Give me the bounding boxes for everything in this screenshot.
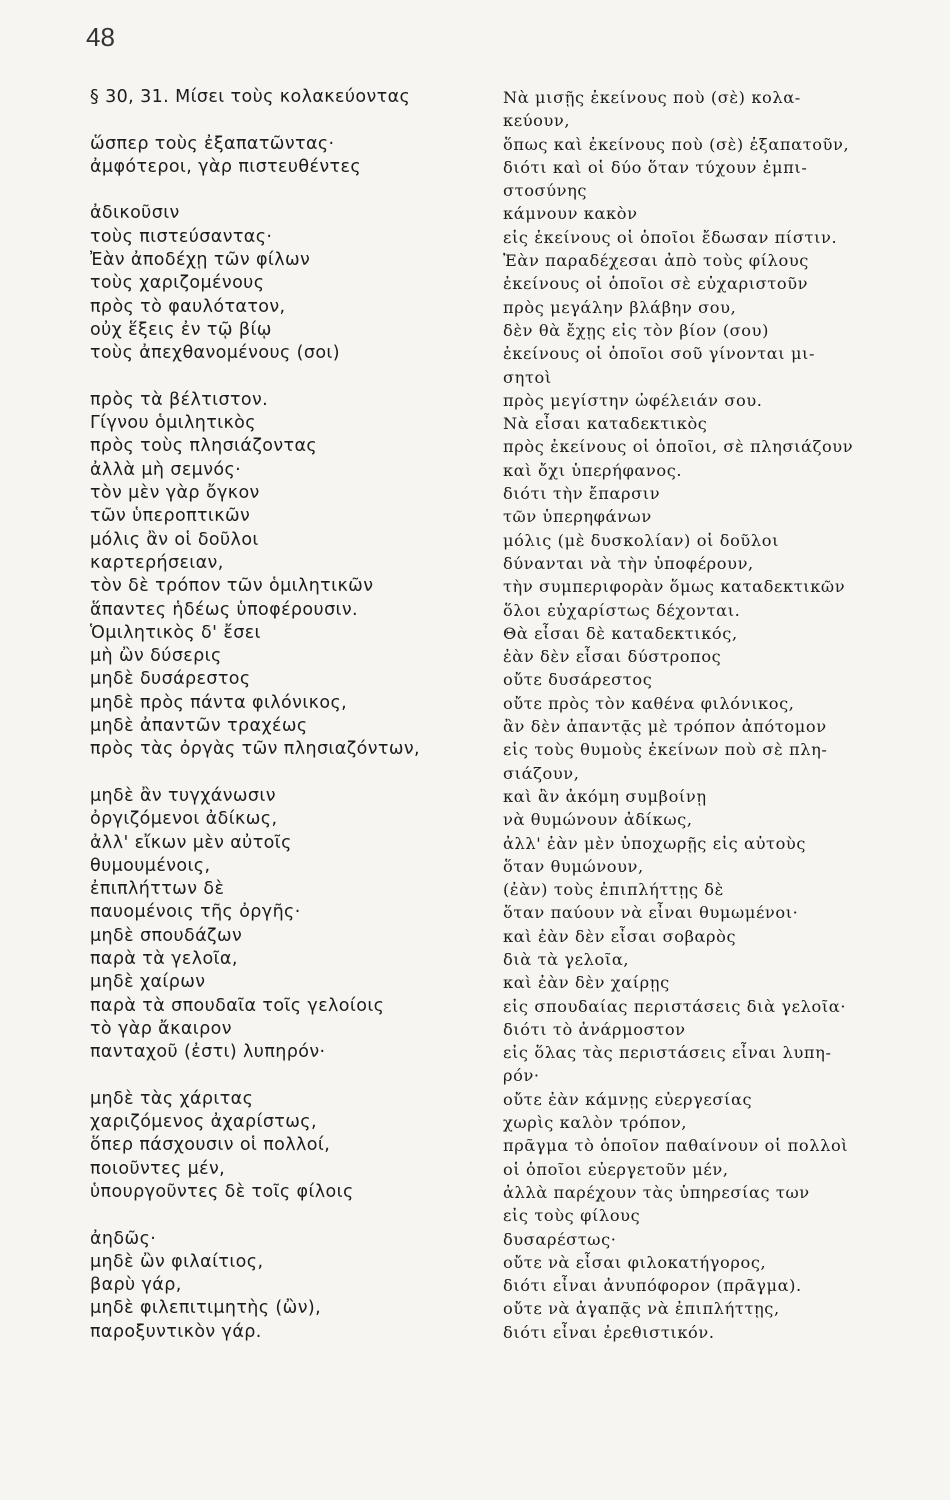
text-line: πανταχοῦ (ἐστι) λυπηρόν· [90,1042,326,1063]
translation-line: δυσαρέστως· [503,1229,617,1249]
text-line: πρὸς τὰ βέλτιστον. [90,389,269,410]
text-line: ὅπερ πάσχουσιν οἱ πολλοί, [90,1135,331,1156]
translation-line: οὔτε ἐὰν κάμνῃς εὐεργεσίας [503,1089,753,1109]
translation-line: ρόν· [503,1066,540,1086]
translation-line: ἀλλ' ἐὰν μὲν ὑποχωρῇς εἰς αὐτοὺς [503,833,807,853]
translation-line: πρὸς μεγίστην ὠφέλειάν σου. [503,390,763,410]
text-line: τοὺς πιστεύσαντας· [90,226,273,247]
translation-line: νὰ θυμώνουν ἀδίκως, [503,810,693,830]
text-line: ἅπαντες ἡδέως ὑποφέρουσιν. [90,599,359,620]
translation-line: διότι τὴν ἔπαρσιν [503,484,661,504]
text-line: μηδὲ ἀπαντῶν τραχέως [90,716,308,737]
translation-line: (ἐὰν) τοὺς ἐπιπλήττῃς δὲ [503,880,724,900]
page-number: 48 [86,22,115,52]
text-line: χαριζόμενος ἀχαρίστως, [90,1112,317,1133]
translation-line: οὔτε πρὸς τὸν καθένα φιλόνικος, [503,693,795,713]
translation-line: ὅλοι εὐχαρίστως δέχονται. [503,600,741,620]
translation-line: οὔτε δυσάρεστος [503,670,653,690]
text-line: ὑπουργοῦντες δὲ τοῖς φίλοις [90,1181,354,1202]
modern-greek-translation-column [503,86,933,1344]
text-line: ἀμφότεροι, γὰρ πιστευθέντες [90,156,362,177]
text-line [90,179,495,202]
translation-line: πρὸς μεγάλην βλάβην σου, [503,297,737,317]
text-line [90,1204,495,1227]
text-line: οὐχ ἕξεις ἐν τῷ βίῳ [90,319,272,340]
translation-line: σιάζουν, [503,763,580,783]
translation-line: οὔτε νὰ εἶσαι φιλοκατήγορος, [503,1252,767,1272]
text-line: ἀλλ' εἴκων μὲν αὐτοῖς [90,832,292,853]
text-line: Γίγνου ὁμιλητικὸς [90,413,256,434]
translation-line: κεύουν, [503,111,571,131]
text-line: ἀλλὰ μὴ σεμνός· [90,459,242,480]
translation-line: Θὰ εἶσαι δὲ καταδεκτικός, [503,623,738,643]
translation-line: τῶν ὑπερηφάνων [503,507,652,527]
translation-line: ἀλλὰ παρέχουν τὰς ὑπηρεσίας των [503,1182,810,1202]
text-line: τοὺς ἀπεχθανομένους (σοι) [90,343,340,364]
translation-line: χωρὶς καλὸν τρόπον, [503,1113,688,1133]
translation-line: ὅπως καὶ ἐκείνους ποὺ (σὲ) ἐξαπατοῦν, [503,134,850,154]
ancient-greek-text-column [90,86,495,1344]
text-line: μηδὲ τὰς χάριτας [90,1088,254,1109]
translation-line: ἐὰν δὲν εἶσαι δύστροπος [503,647,722,667]
translation-line: διότι τὸ ἀνάρμοστον [503,1019,686,1039]
text-line: μὴ ὢν δύσερις [90,646,222,667]
translation-line: εἰς σπουδαίας περιστάσεις διὰ γελοῖα· [503,996,847,1016]
text-line: μηδὲ ὢν φιλαίτιος, [90,1251,264,1272]
translation-line: Ἐὰν παραδέχεσαι ἀπὸ τοὺς φίλους [503,251,809,271]
translation-line: εἰς ἐκείνους οἱ ὁποῖοι ἔδωσαν πίστιν. [503,227,838,247]
translation-line: διὰ τὰ γελοῖα, [503,949,630,969]
text-line: παροξυντικὸν γάρ. [90,1321,262,1342]
translation-line: στοσύνης [503,181,588,201]
text-line: ἀηδῶς· [90,1228,157,1249]
text-line: μηδὲ πρὸς πάντα φιλόνικος, [90,692,348,713]
text-line: πρὸς τοὺς πλησιάζοντας [90,436,318,457]
translation-line: ὅταν θυμώνουν, [503,856,644,876]
text-line: μηδὲ χαίρων [90,972,206,993]
text-line: μηδὲ ἂν τυγχάνωσιν [90,785,276,806]
text-line: ὀργιζόμενοι ἀδίκως, [90,809,278,830]
text-line [90,1064,495,1087]
text-line: βαρὺ γάρ, [90,1275,182,1296]
text-line: τὸν μὲν γὰρ ὄγκον [90,483,260,504]
text-line: πρὸς τὸ φαυλότατον, [90,296,286,317]
text-line: θυμουμένοις, [90,855,211,876]
text-line: ποιοῦντες μέν, [90,1158,226,1179]
text-line: Ἐὰν ἀποδέχῃ τῶν φίλων [90,250,311,271]
translation-line: εἰς τοὺς φίλους [503,1206,641,1226]
translation-line: οὔτε νὰ ἀγαπᾷς νὰ ἐπιπλήττῃς, [503,1299,780,1319]
text-line [90,762,495,785]
text-line: ὥσπερ τοὺς ἐξαπατῶντας· [90,133,335,154]
text-line: Ὁμιλητικὸς δ' ἔσει [90,622,261,643]
translation-line: πρᾶγμα τὸ ὁποῖον παθαίνουν οἱ πολλοὶ [503,1136,849,1156]
text-line: τοὺς χαριζομένους [90,273,265,294]
translation-line: διότι εἶναι ἀνυπόφορον (πρᾶγμα). [503,1276,802,1296]
text-line: μηδὲ σπουδάζων [90,925,243,946]
translation-line: κάμνουν κακὸν [503,204,638,224]
translation-line: ὅταν παύουν νὰ εἶναι θυμωμένοι· [503,903,799,923]
translation-line: Νὰ εἶσαι καταδεκτικὸς [503,414,708,434]
translation-line: καὶ ἂν ἀκόμη συμβοίνῃ [503,786,707,806]
translation-line: σητοὶ [503,367,552,387]
translation-line: μόλις (μὲ δυσκολίαν) οἱ δοῦλοι [503,530,780,550]
translation-line: δὲν θὰ ἔχῃς εἰς τὸν βίον (σου) [503,320,769,340]
text-line: μηδὲ δυσάρεστος [90,669,251,690]
translation-line: διότι καὶ οἱ δύο ὅταν τύχουν ἐμπι- [503,157,808,177]
translation-line: ἐκείνους οἱ ὁποῖοι σοῦ γίνονται μι- [503,344,816,364]
translation-line: πρὸς ἐκείνους οἱ ὁποῖοι, σὲ πλησιάζουν [503,437,854,457]
translation-line: εἰς ὅλας τὰς περιστάσεις εἶναι λυπη- [503,1043,832,1063]
translation-line: τὴν συμπεριφορὰν ὅμως καταδεκτικῶν [503,577,846,597]
text-line: πρὸς τὰς ὀργὰς τῶν πλησιαζόντων, [90,739,421,760]
text-line: παρὰ τὰ γελοῖα, [90,948,238,969]
text-line: τῶν ὑπεροπτικῶν [90,506,251,527]
text-line [90,109,495,132]
text-line: τὸ γὰρ ἄκαιρον [90,1018,232,1039]
translation-line: διότι εἶναι ἐρεθιστικόν. [503,1322,715,1342]
translation-line: καὶ ἐὰν δὲν χαίρῃς [503,973,670,993]
text-line: παυομένοις τῆς ὀργῆς· [90,902,301,923]
text-line: παρὰ τὰ σπουδαῖα τοῖς γελοίοις [90,995,385,1016]
text-line: § 30, 31. Μίσει τοὺς κολακεύοντας [90,87,411,107]
translation-line: καὶ ὄχι ὑπερήφανος. [503,460,683,480]
text-line: καρτερήσειαν, [90,552,224,573]
text-line: ἀδικοῦσιν [90,203,180,224]
translation-line: Νὰ μισῇς ἐκείνους ποὺ (σὲ) κολα- [503,88,801,107]
text-line: ἐπιπλήττων δὲ [90,879,225,900]
text-line [90,366,495,389]
text-line: μηδὲ φιλεπιτιμητὴς (ὢν), [90,1298,322,1319]
translation-line: ἂν δὲν ἀπαντᾷς μὲ τρόπον ἀπότομον [503,717,827,737]
text-line: μόλις ἂν οἱ δοῦλοι [90,529,259,550]
translation-line: καὶ ἐὰν δὲν εἶσαι σοβαρὸς [503,926,737,946]
text-line: τὸν δὲ τρόπον τῶν ὁμιλητικῶν [90,576,374,597]
translation-line: δύνανται νὰ τὴν ὑποφέρουν, [503,553,754,573]
translation-line: εἰς τοὺς θυμοὺς ἐκείνων ποὺ σὲ πλη- [503,740,828,760]
translation-line: οἱ ὁποῖοι εὐεργετοῦν μέν, [503,1159,729,1179]
translation-line: ἐκείνους οἱ ὁποῖοι σὲ εὐχαριστοῦν [503,274,809,294]
